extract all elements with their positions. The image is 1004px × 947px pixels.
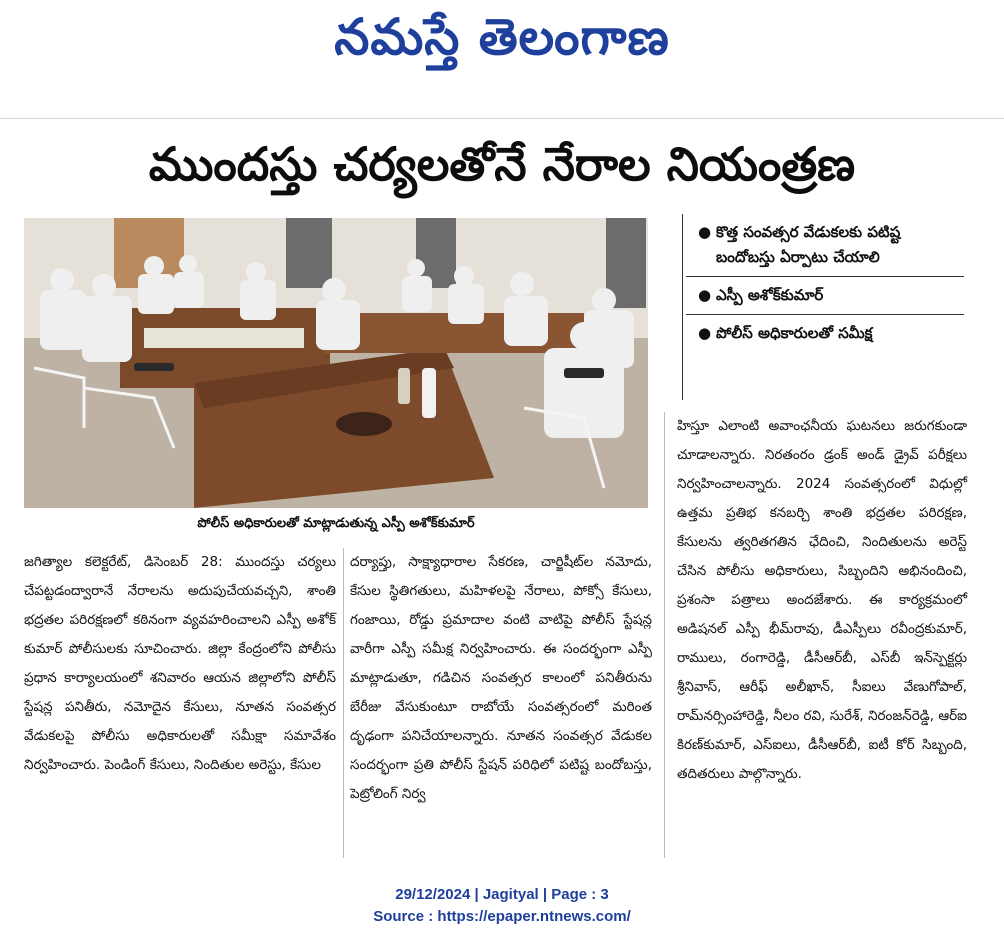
highlight-text: ఎస్పీ అశోక్‌కుమార్ (716, 286, 824, 304)
top-divider (0, 118, 1004, 119)
article-column-1: జగిత్యాల కలెక్టరేట్, డిసెంబర్ 28: ముందస్తు చర్యలు చేపట్టడంద్వారానే నేరాలను అదుపుచేయవచ్చని, శాంతి భద్రతల పరిరక్షణలో కఠినంగా వ్యవహరించాలని ఎస్పీ అశోక్ కుమార్ పోలీసులకు సూచించారు. జిల్లా కేంద్రంలోని పోలీసు ప్రధాన కార్యాలయంలో శనివారం ఆయన జిల్లాలోని పోలీస్ స్టేషన్ల పనితీరు, నమోదైన కేసులు, నూతన సంవత్సర వేడుకలపై పోలీసు అధికారులతో సమీక్షా సమావేశం నిర్వహించారు. పెండింగ్ కేసులు, నిందితుల అరెస్టు, కేసుల (24, 554, 336, 773)
masthead-logo (0, 6, 1004, 68)
article-column-3: హిస్తూ ఎలాంటి అవాంఛనీయ ఘటనలు జరుగకుండా చూడాలన్నారు. నిరతంరం డ్రంక్ అండ్ డ్రైవ్ పరీక్షలు నిర్వహించాలన్నారు. 2024 సంవత్సరంలో విధుల్లో ఉత్తమ ప్రతిభ కనబర్చి శాంతి భద్రతల పరిరక్షణ, కేసులను త్వరితగతిన ఛేదించి, నిందితులను అరెస్ట్ చేసిన పోలీసు అధికారులు, సిబ్బందిని అభినందించి, ప్రశంసా పత్రాలు అందజేశారు. ఈ కార్యక్రమంలో అడిషనల్ ఎస్పీ భీమ్‌రావు, డీఎస్పీలు రవీంద్రకుమార్, రాములు, రంగారెడ్డి, డీసీఆర్‌బీ, ఎస్‌బీ ఇన్‌స్పెక్టర్లు శ్రీనివాస్, ఆరీఫ్ అలీఖాన్, సీఐలు వేణుగోపాల్, రామ్‌నర్సింహారెడ్డి, నీలం రవి, సురేశ్, నిరంజన్‌రెడ్డి, ఆర్ఐ కిరణ్‌కుమార్, ఎస్ఐలు, డీసీఆర్‌బీ, ఐటీ కోర్ సిబ్బంది, తదితరులు పాల్గొన్నారు. (677, 418, 967, 782)
photo-caption: పోలీస్ అధికారులతో మాట్లాడుతున్న ఎస్పీ అశోక్‌కుమార్ (197, 516, 475, 531)
highlights-box (686, 214, 964, 352)
bullet-icon: ● (698, 286, 712, 304)
headline (0, 128, 1004, 200)
highlight-item (686, 214, 964, 277)
article-column-2: దర్యాప్తు, సాక్ష్యాధారాల సేకరణ, చార్జిషీట్‌ల నమోదు, కేసుల స్థితిగతులు, మహిళలపై నేరాలు, పోక్సో కేసులు, గంజాయి, రోడ్డు ప్రమాదాల వంటి వాటిపై పోలీస్ స్టేషన్ల వారీగా ఎస్పీ సమీక్ష నిర్వహించారు. ఈ సందర్భంగా ఎస్పీ మాట్లాడుతూ, గడిచిన సంవత్సర కాలంలో పనితీరును బేరీజు వేసుకుంటూ రాబోయే సంవత్సరంలో మరింత దృఢంగా పనిచేయాలన్నారు. నూతన సంవత్సర వేడుకల సందర్భంగా ప్రతి పోలీస్ స్టేషన్ పరిధిలో పటిష్ట బందోబస్తు, పెట్రోలింగ్ నిర్వ (350, 554, 652, 802)
bullet-icon: ● (698, 223, 712, 241)
masthead-title: నమస్తే తెలంగాణ (334, 8, 670, 66)
highlights-left-rule (682, 214, 683, 400)
highlight-text: పోలీస్ అధికారులతో సమీక్ష (716, 324, 873, 342)
article-photo (24, 218, 648, 508)
bullet-icon: ● (698, 324, 712, 342)
column-divider (664, 412, 665, 858)
highlight-text: కొత్త సంవత్సర వేడుకలకు పటిష్ట బందోబస్తు ఏర్పాటు చేయాలి (716, 223, 901, 266)
headline-text: ముందస్తు చర్యలతోనే నేరాల నియంత్రణ (148, 137, 856, 191)
footer-date-edition: 29/12/2024 | Jagityal | Page : 3 (395, 886, 609, 903)
highlight-item (686, 277, 964, 315)
page-footer (0, 884, 1004, 928)
footer-source-link[interactable]: Source : https://epaper.ntnews.com/ (373, 908, 631, 925)
meeting-photo-illustration (24, 218, 648, 508)
column-divider (343, 548, 344, 858)
highlight-item (686, 315, 964, 352)
